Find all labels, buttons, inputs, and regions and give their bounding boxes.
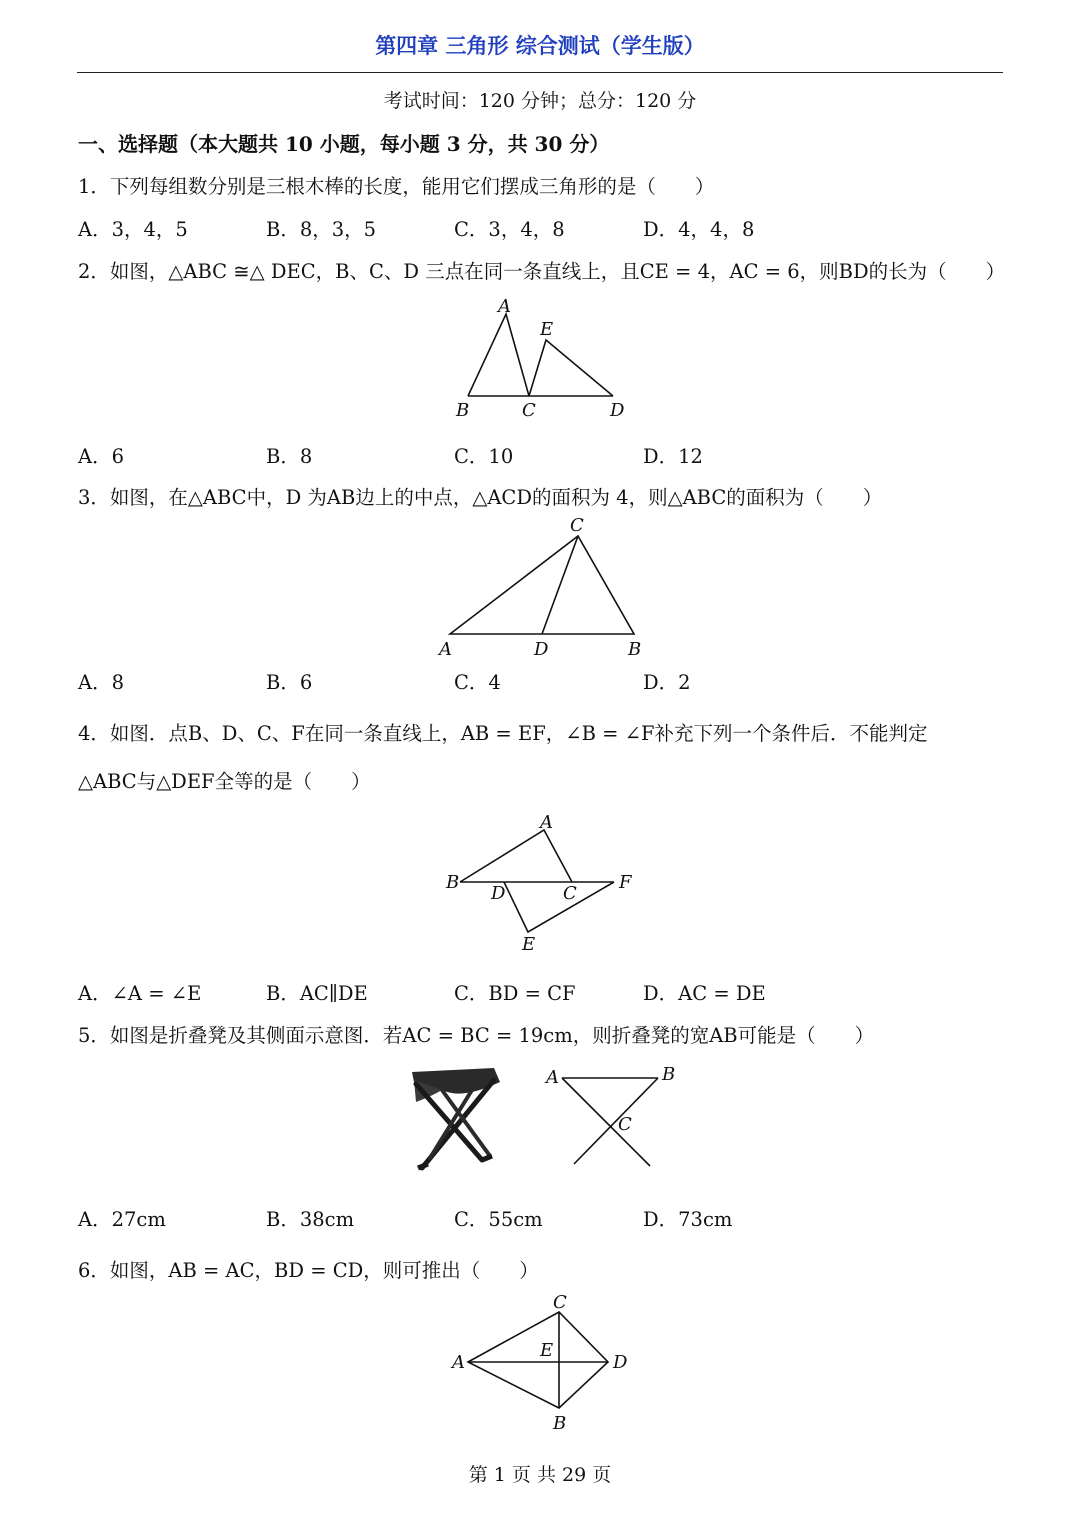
q3-option-a: A．8 <box>78 671 124 694</box>
q2-label-b: B <box>456 400 470 421</box>
q3-option-c: C．4 <box>454 671 501 694</box>
q3-figure <box>430 512 650 662</box>
q3-label-d: D <box>534 639 549 660</box>
q3-option-d: D．2 <box>643 671 691 694</box>
folding-stool-image <box>402 1060 512 1178</box>
question-6-text: 6．如图，AB = AC，BD = CD，则可推出（ ） <box>78 1259 539 1282</box>
q4-label-c: C <box>563 883 577 904</box>
q3-option-b: B．6 <box>266 671 313 694</box>
question-5-text: 5．如图是折叠凳及其侧面示意图．若AC = BC = 19cm，则折叠凳的宽AB可能是（ ） <box>78 1024 875 1047</box>
q5-label-b: B <box>662 1064 676 1085</box>
quadrilateral-acdb <box>468 1312 608 1408</box>
q2-option-c: C．10 <box>454 445 514 468</box>
q4-label-b: B <box>446 872 460 893</box>
question-1-text: 1．下列每组数分别是三根木棒的长度，能用它们摆成三角形的是（ ） <box>78 175 715 198</box>
triangle-abc <box>460 830 572 882</box>
q2-option-a: A．6 <box>78 445 124 468</box>
q3-label-a: A <box>439 639 452 660</box>
q6-label-b: B <box>553 1413 567 1434</box>
q5-option-c: C．55cm <box>454 1208 543 1231</box>
q5-label-c: C <box>618 1114 632 1135</box>
q5-option-b: B．38cm <box>266 1208 355 1231</box>
q1-option-c: C．3，4，8 <box>454 218 565 241</box>
stool-foot-2 <box>482 1156 492 1160</box>
stool-foot-1 <box>418 1164 428 1168</box>
q5-option-a: A．27cm <box>78 1208 166 1231</box>
q2-label-e: E <box>540 319 554 340</box>
q3-label-c: C <box>570 515 584 536</box>
q5-figure <box>540 1060 690 1175</box>
q4-option-a: A．∠A = ∠E <box>78 982 202 1005</box>
q3-label-b: B <box>628 639 642 660</box>
section-title: 一、选择题（本大题共 10 小题，每小题 3 分，共 30 分） <box>78 132 610 156</box>
q4-figure <box>440 810 640 956</box>
triangle-abc <box>450 536 634 634</box>
q2-label-c: C <box>522 400 536 421</box>
q6-label-c: C <box>553 1292 567 1313</box>
q4-option-d: D．AC = DE <box>643 982 766 1005</box>
question-2-text: 2．如图，△ABC ≅△ DEC，B、C、D 三点在同一条直线上，且CE = 4，AC = 6，则BD的长为（ ） <box>78 260 1006 283</box>
question-3-text: 3．如图，在△ABC中，D 为AB边上的中点，△ACD的面积为 4，则△ABC的面积为（ ） <box>78 486 883 509</box>
exam-info: 考试时间：120 分钟；总分：120 分 <box>383 90 697 112</box>
document-title: 第四章 三角形 综合测试（学生版） <box>375 34 705 58</box>
q6-figure <box>440 1290 640 1440</box>
q2-label-a: A <box>498 296 511 317</box>
header-divider <box>77 72 1003 73</box>
triangle-abc <box>468 314 529 396</box>
q6-label-e: E <box>540 1340 554 1361</box>
q6-label-d: D <box>613 1352 628 1373</box>
q1-option-d: D．4，4，8 <box>643 218 755 241</box>
q4-option-b: B．AC∥DE <box>266 982 368 1005</box>
q4-option-c: C．BD = CF <box>454 982 576 1005</box>
q1-option-a: A．3，4，5 <box>78 218 188 241</box>
question-4-text-line1: 4．如图．点B、D、C、F在同一条直线上，AB = EF，∠B = ∠F补充下列一个条件后．不能判定 <box>78 722 928 745</box>
q5-label-a: A <box>546 1067 559 1088</box>
q4-label-f: F <box>619 872 632 893</box>
q5-option-d: D．73cm <box>643 1208 733 1231</box>
leg-1 <box>562 1078 650 1166</box>
question-4-text-line2: △ABC与△DEF全等的是（ ） <box>78 770 371 793</box>
q6-label-a: A <box>452 1352 465 1373</box>
q2-option-b: B．8 <box>266 445 313 468</box>
q1-option-b: B．8，3，5 <box>266 218 377 241</box>
leg-2 <box>574 1078 658 1164</box>
q4-label-d: D <box>491 883 506 904</box>
q2-label-d: D <box>610 400 625 421</box>
q4-label-a: A <box>540 812 553 833</box>
page-number: 第 1 页 共 29 页 <box>468 1464 612 1486</box>
q2-figure <box>440 292 640 424</box>
stool-leg-1 <box>416 1084 482 1160</box>
q2-option-d: D．12 <box>643 445 703 468</box>
triangle-def <box>504 882 614 932</box>
triangle-dec <box>529 340 613 396</box>
q4-label-e: E <box>522 934 536 955</box>
